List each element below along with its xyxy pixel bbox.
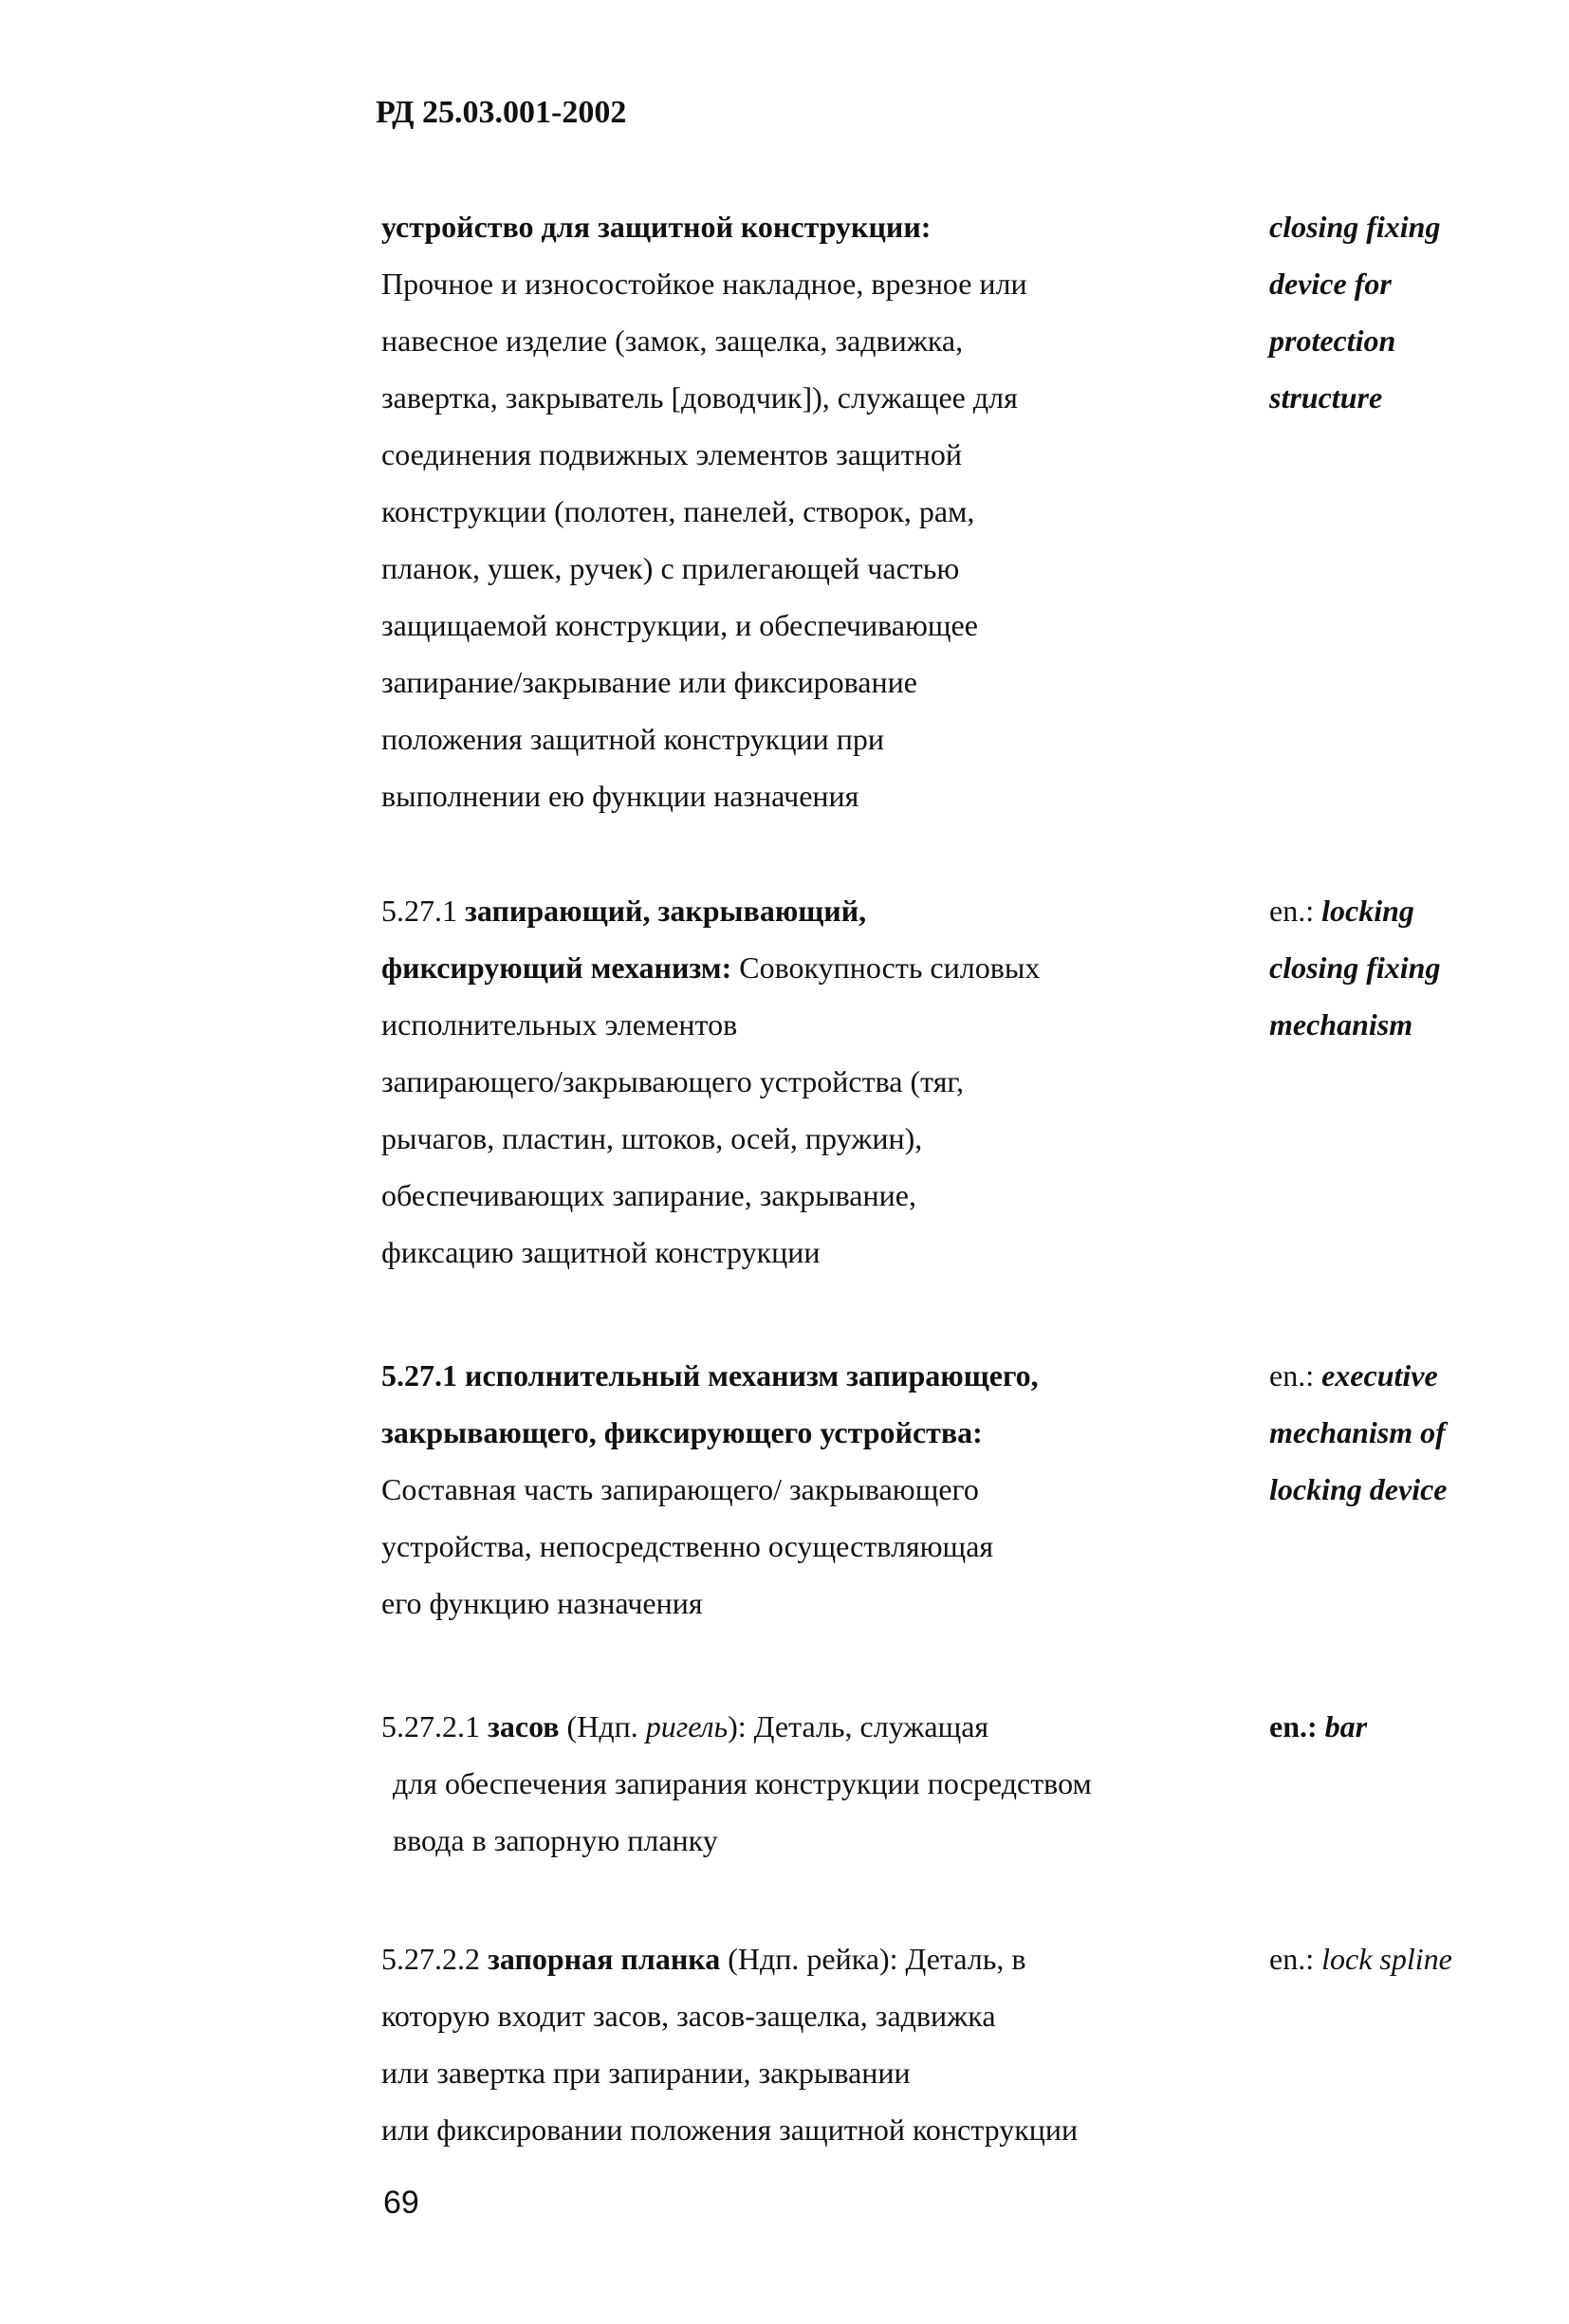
term-heading: закрывающего, фиксирующего устройства: <box>381 1415 983 1449</box>
term-heading: устройство для защитной конструкции: <box>381 210 932 244</box>
en-term: protection <box>1269 323 1396 358</box>
def-line: запирающего/закрывающего устройства (тяг, <box>381 1064 964 1098</box>
deprecated-term: ригель <box>645 1709 729 1743</box>
en-term: closing fixing <box>1269 210 1441 244</box>
english-equivalent <box>1269 198 1554 426</box>
en-term-line <box>1269 1347 1554 1404</box>
def-line: исполнительных элементов <box>381 1007 738 1042</box>
def-line <box>381 882 1216 939</box>
term-number: 5.27.2.1 <box>381 1709 480 1743</box>
english-equivalent <box>1269 882 1554 1053</box>
def-line: ввода в запорную планку <box>393 1823 718 1857</box>
en-prefix: en.: <box>1269 1358 1315 1393</box>
def-line: защищаемой конструкции, и обеспечивающее <box>381 608 978 642</box>
term-heading: запорная планка <box>488 1942 721 1976</box>
def-text: (Ндп. рейка): Деталь, в <box>728 1942 1026 1976</box>
english-equivalent <box>1269 1698 1554 1755</box>
en-term: lock spline <box>1321 1942 1452 1976</box>
en-term: device for <box>1269 267 1392 301</box>
def-line <box>381 1698 1216 1755</box>
def-line: завертка, закрыватель [доводчик]), служащее для <box>381 380 1018 415</box>
english-equivalent <box>1269 1930 1554 1987</box>
def-line: запирание/закрывание или фиксирование <box>381 665 917 699</box>
def-line <box>381 1930 1216 1987</box>
def-line: навесное изделие (замок, защелка, задвижка, <box>381 323 964 358</box>
en-term: closing fixing <box>1269 950 1441 985</box>
def-line: рычагов, пластин, штоков, осей, пружин), <box>381 1121 923 1155</box>
en-term: locking device <box>1269 1472 1448 1506</box>
def-line: выполнении ею функции назначения <box>381 779 859 813</box>
def-line: фиксацию защитной конструкции <box>381 1235 821 1269</box>
en-term-line <box>1269 1930 1554 1987</box>
def-line: его функцию назначения <box>381 1586 703 1620</box>
en-term: mechanism <box>1269 1007 1413 1042</box>
def-line <box>381 198 1216 255</box>
term-heading: засов <box>488 1709 560 1743</box>
term-heading: запирающий, закрывающий, <box>465 894 867 928</box>
en-term: locking <box>1321 894 1414 928</box>
def-line: соединения подвижных элементов защитной <box>381 437 962 471</box>
english-equivalent <box>1269 1347 1554 1518</box>
def-text: Совокупность силовых <box>739 950 1041 985</box>
document-code-header: РД 25.03.001-2002 <box>376 95 627 130</box>
term-definition <box>381 1347 1216 1632</box>
term-number: 5.27.1 <box>381 894 457 928</box>
def-line: которую входит засов, засов-защелка, задвижка <box>381 1999 996 2033</box>
term-heading: фиксирующий механизм: <box>381 950 732 985</box>
term-heading: 5.27.1 исполнительный механизм запирающего, <box>381 1358 1039 1393</box>
def-text: ): Деталь, служащая <box>728 1709 989 1743</box>
def-line: положения защитной конструкции при <box>381 722 884 756</box>
page-number: 69 <box>383 2185 419 2221</box>
term-definition <box>381 882 1216 1281</box>
def-line <box>381 939 1216 996</box>
def-line: конструкции (полотен, панелей, створок, рам, <box>381 494 975 528</box>
def-line: или фиксировании положения защитной конструкции <box>381 2112 1079 2147</box>
en-term-line <box>1269 1698 1554 1755</box>
en-term-line <box>1269 882 1554 939</box>
term-number: 5.27.2.2 <box>381 1942 480 1976</box>
term-definition <box>381 1930 1216 2158</box>
en-prefix: en.: <box>1269 894 1315 928</box>
en-term: structure <box>1269 380 1383 415</box>
def-line: устройства, непосредственно осуществляющая <box>381 1529 994 1563</box>
def-line: для обеспечения запирания конструкции посредством <box>393 1766 1092 1800</box>
en-term: executive <box>1321 1358 1438 1393</box>
en-prefix: en.: <box>1269 1942 1315 1976</box>
def-line: или завертка при запирании, закрывании <box>381 2056 911 2090</box>
en-term: mechanism of <box>1269 1415 1446 1449</box>
en-term: bar <box>1324 1709 1368 1743</box>
def-line: планок, ушек, ручек) с прилегающей частью <box>381 551 960 585</box>
def-line: Прочное и износостойкое накладное, врезное или <box>381 267 1027 301</box>
def-line: Составная часть запирающего/ закрывающего <box>381 1472 979 1506</box>
term-definition <box>381 1698 1216 1869</box>
def-line: обеспечивающих запирание, закрывание, <box>381 1178 916 1212</box>
term-definition <box>381 198 1216 824</box>
en-prefix: en.: <box>1269 1709 1318 1743</box>
def-text: (Ндп. <box>566 1709 638 1743</box>
